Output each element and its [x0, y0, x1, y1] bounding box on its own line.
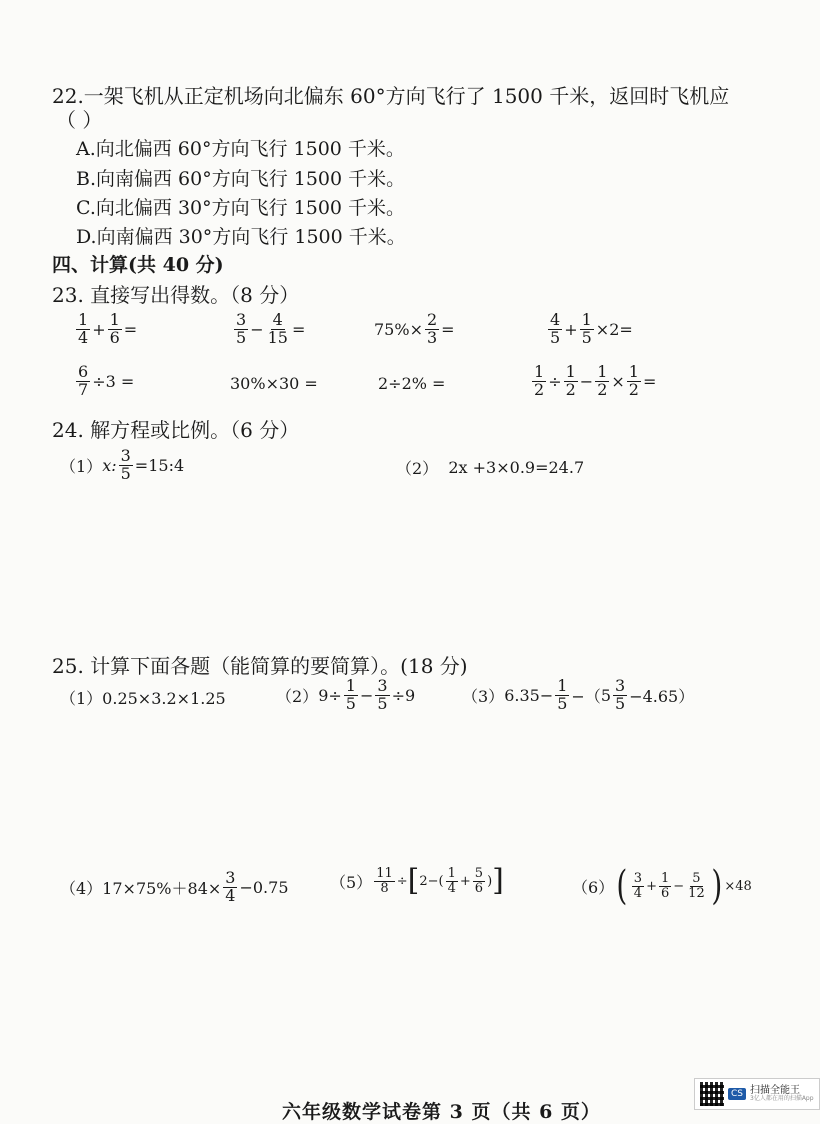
answer-blank: （ ）	[56, 108, 103, 132]
fraction: $\frac{4}{5}$	[550, 310, 561, 347]
calc-6: （6） ( $\frac{3}{4}$ + $\frac{1}{6}$ − $\frac{5}{12}$ ) ×48	[572, 863, 752, 909]
scanner-name: 扫描全能王	[750, 1085, 800, 1097]
option-b: B.向南偏西 60°方向飞行 1500 千米。	[76, 168, 406, 190]
fraction: $\frac{5}{12}$	[688, 870, 705, 901]
fraction: $\frac{1}{5}$	[581, 310, 592, 347]
fraction: $\frac{1}{6}$	[660, 870, 670, 901]
proportion-1: （1） x: $\frac{3}{5}$ =15:4	[60, 446, 185, 483]
camscanner-logo: CS	[728, 1088, 746, 1100]
oral-expr-5: $\frac{6}{7}$ ÷3 =	[78, 362, 135, 399]
fraction: $\frac{3}{4}$	[225, 868, 236, 905]
left-paren: (	[616, 863, 628, 909]
fraction: $\frac{3}{5}$	[120, 446, 131, 483]
option-d: D.向南偏西 30°方向飞行 1500 千米。	[76, 226, 406, 248]
right-bracket: ]	[492, 863, 504, 898]
fraction: $\frac{1}{4}$	[447, 865, 456, 896]
section-4-title: 四、计算(共 40 分)	[52, 254, 224, 276]
fraction: $\frac{2}{3}$	[426, 310, 438, 347]
oral-expr-7: 2÷2% =	[378, 374, 446, 393]
scanner-tagline: 3亿人都在用的扫描App	[750, 1095, 814, 1103]
oral-expr-1: $\frac{1}{4}$ + $\frac{1}{6}$ =	[78, 310, 138, 347]
question-25-title: 25. 计算下面各题（能简算的要简算）。(18 分)	[52, 654, 468, 678]
oral-expr-6: 30%×30 =	[230, 374, 318, 393]
fraction: $\frac{5}{6}$	[474, 865, 484, 896]
question-23-title: 23. 直接写出得数。（8 分）	[52, 283, 300, 307]
fraction: $\frac{1}{6}$	[109, 310, 120, 347]
mixed-number: 5 $\frac{3}{5}$	[600, 676, 626, 713]
fraction: $\frac{3}{5}$	[377, 676, 388, 713]
fraction: $\frac{1}{2}$	[597, 362, 608, 399]
fraction: $\frac{11}{8}$	[376, 865, 393, 896]
scanner-watermark	[694, 1078, 820, 1110]
qr-code-icon	[700, 1082, 724, 1106]
calc-3: （3） 6.35− $\frac{1}{5}$ −（ 5 $\frac{3}{5}$ −4.65）	[462, 676, 695, 713]
fraction: $\frac{1}{2}$	[628, 362, 639, 399]
right-paren: )	[711, 863, 722, 909]
calc-4: （4）17×75%＋84× $\frac{3}{4}$ −0.75	[60, 868, 289, 905]
question-22-stem: 22.一架飞机从正定机场向北偏东 60°方向飞行了 1500 千米，返回时飞机应	[52, 84, 730, 108]
fraction: $\frac{6}{7}$	[78, 362, 89, 399]
calc-5: （5） $\frac{11}{8}$ ÷ [ 2−( $\frac{1}{4}$ + $\frac{5}{6}$ ) ]	[330, 863, 504, 898]
fraction: $\frac{1}{2}$	[565, 362, 576, 399]
fraction: $\frac{3}{5}$	[236, 310, 247, 347]
left-bracket: [	[407, 863, 420, 898]
calc-2: （2） 9÷ $\frac{1}{5}$ − $\frac{3}{5}$ ÷9	[276, 676, 416, 713]
fraction: $\frac{3}{4}$	[633, 870, 643, 901]
equation-2: （2） 2x +3×0.9=24.7	[396, 458, 585, 478]
fraction: $\frac{1}{5}$	[557, 676, 568, 713]
oral-expr-2: $\frac{3}{5}$ − $\frac{4}{15}$ =	[236, 310, 306, 347]
fraction: $\frac{1}{4}$	[78, 310, 89, 347]
oral-expr-4: $\frac{4}{5}$ + $\frac{1}{5}$ × 2 =	[550, 310, 633, 347]
option-c: C.向北偏西 30°方向飞行 1500 千米。	[76, 197, 406, 219]
option-a: A.向北偏西 60°方向飞行 1500 千米。	[76, 138, 405, 160]
question-24-title: 24. 解方程或比例。（6 分）	[52, 418, 300, 442]
fraction: $\frac{1}{2}$	[534, 362, 545, 399]
fraction: $\frac{1}{5}$	[345, 676, 356, 713]
calc-1: （1）0.25×3.2×1.25	[60, 689, 226, 708]
fraction: $\frac{4}{15}$	[267, 310, 288, 347]
oral-expr-3: 75% × $\frac{2}{3}$ =	[374, 310, 455, 347]
oral-expr-8: $\frac{1}{2}$ ÷ $\frac{1}{2}$ − $\frac{1}{2}$ × $\frac{1}{2}$ =	[534, 362, 657, 399]
page-footer: 六年级数学试卷第 3 页（共 6 页）	[282, 1101, 601, 1123]
